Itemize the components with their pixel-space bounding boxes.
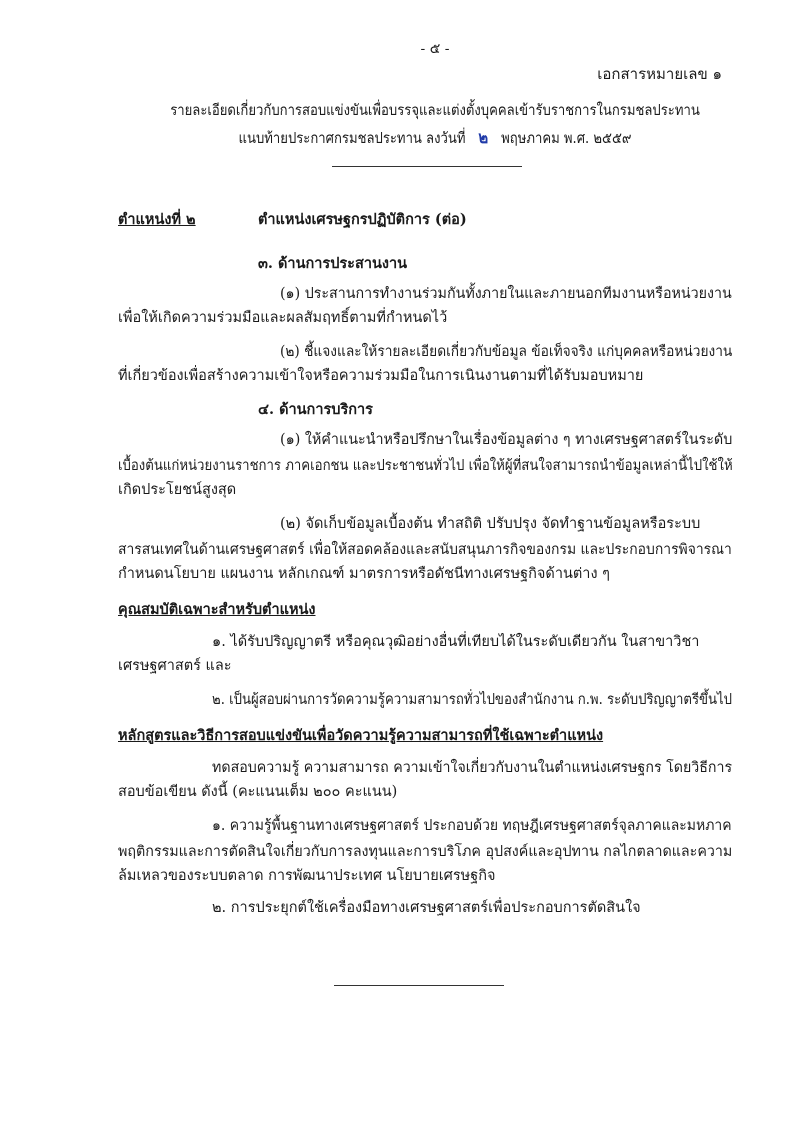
coordination-item-1-first: (๑) ประสานการทำงานร่วมกันทั้งภายในและภายนอกทีมงานหรือหน่วยงาน [280,286,732,302]
heading-line-2 [55,124,800,152]
coordination-item-1-rest: เพื่อให้เกิดความร่วมมือและผลสัมฤทธิ์ตามที่กำหนดไว้ [118,310,448,326]
exam-intro-rest: สอบข้อเขียน ดังนี้ (คะแนนเต็ม ๒๐๐ คะแนน) [118,784,398,800]
heading-month-year: พฤษภาคม พ.ศ. ๒๕๕๙ [501,129,632,147]
qualification-item-1-rest: เศรษฐศาสตร์ และ [118,658,232,674]
heading-line-1: รายละเอียดเกี่ยวกับการสอบแข่งขันเพื่อบรรจุและแต่งตั้งบุคคลเข้ารับราชการในกรมชลประทาน [170,101,700,119]
service-item-1-line-3: เกิดประโยชน์สูงสุด [118,482,237,498]
document-heading [0,96,800,152]
coordination-item-2-rest: ที่เกี่ยวข้องเพื่อสร้างความเข้าใจหรือความร่วมมือในการเนินงานตามที่ได้รับมอบหมาย [118,368,644,384]
qualification-item-1-first: ๑. ได้รับปริญญาตรี หรือคุณวุฒิอย่างอื่นที่เทียบได้ในระดับเดียวกัน ในสาขาวิชา [212,634,700,650]
heading-announcement: แนบท้ายประกาศกรมชลประทาน ลงวันที่ [238,129,466,147]
bottom-divider [334,985,504,986]
top-divider [332,166,522,167]
service-item-2-first: (๒) จัดเก็บข้อมูลเบื้องต้น ทำสถิติ ปรับปรุง จัดทำฐานข้อมูลหรือระบบ [280,516,701,532]
page-number: - ๕ - [420,41,450,57]
section-coordination-title: ๓. ด้านการประสานงาน [258,255,408,272]
heading-day-number: ๒ [478,128,489,148]
exam-item-1-first: ๑. ความรู้พื้นฐานทางเศรษฐศาสตร์ ประกอบด้วย ทฤษฎีเศรษฐศาสตร์จุลภาคและมหภาค [212,818,732,834]
service-item-1-first: (๑) ให้คำแนะนำหรือปรึกษาในเรื่องข้อมูลต่าง ๆ ทางเศรษฐศาสตร์ในระดับ [280,432,733,448]
exam-intro-first: ทดสอบความรู้ ความสามารถ ความเข้าใจเกี่ยวกับงานในตำแหน่งเศรษฐกร โดยวิธีการ [212,760,733,776]
position-title: ตำแหน่งเศรษฐกรปฏิบัติการ (ต่อ) [258,211,467,228]
qualification-item-2: ๒. เป็นผู้สอบผ่านการวัดความรู้ความสามารถทั่วไปของสำนักงาน ก.พ. ระดับปริญญาตรีขึ้นไป [212,692,733,708]
qualifications-title: คุณสมบัติเฉพาะสำหรับตำแหน่ง [118,601,316,618]
service-item-2-line-3: กำหนดนโยบาย แผนงาน หลักเกณฑ์ มาตรการหรือดัชนีทางเศรษฐกิจด้านต่าง ๆ [118,566,610,582]
exam-item-1-line-3: ล้มเหลวของระบบตลาด การพัฒนาประเทศ นโยบายเศรษฐกิจ [118,868,496,884]
document-reference: เอกสารหมายเลข ๑ [597,65,722,83]
service-item-2-line-2: สารสนเทศในด้านเศรษฐศาสตร์ เพื่อให้สอดคล้องและสนับสนุนภารกิจของกรม และประกอบการพิจารณา [118,542,732,558]
service-item-1-line-2: เบื้องต้นแก่หน่วยงานราชการ ภาคเอกชน และประชาชนทั่วไป เพื่อให้ผู้ที่สนใจสามารถนำข้อมูลเหล่านี้ไปใช้ให้ [118,458,733,474]
coordination-item-2-first: (๒) ชี้แจงและให้รายละเอียดเกี่ยวกับข้อมูล ข้อเท็จจริง แก่บุคคลหรือหน่วยงาน [280,344,733,360]
position-label: ตำแหน่งที่ ๒ [118,211,196,228]
section-service-title: ๔. ด้านการบริการ [258,401,373,418]
exam-title: หลักสูตรและวิธีการสอบแข่งขันเพื่อวัดความรู้ความสามารถที่ใช้เฉพาะตำแหน่ง [118,727,604,744]
exam-item-1-line-2: พฤติกรรมและการตัดสินใจเกี่ยวกับการลงทุนและการบริโภค อุปสงค์และอุปทาน กลไกตลาดและความ [118,844,733,860]
exam-item-2: ๒. การประยุกต์ใช้เครื่องมือทางเศรษฐศาสตร์เพื่อประกอบการตัดสินใจ [212,900,641,916]
